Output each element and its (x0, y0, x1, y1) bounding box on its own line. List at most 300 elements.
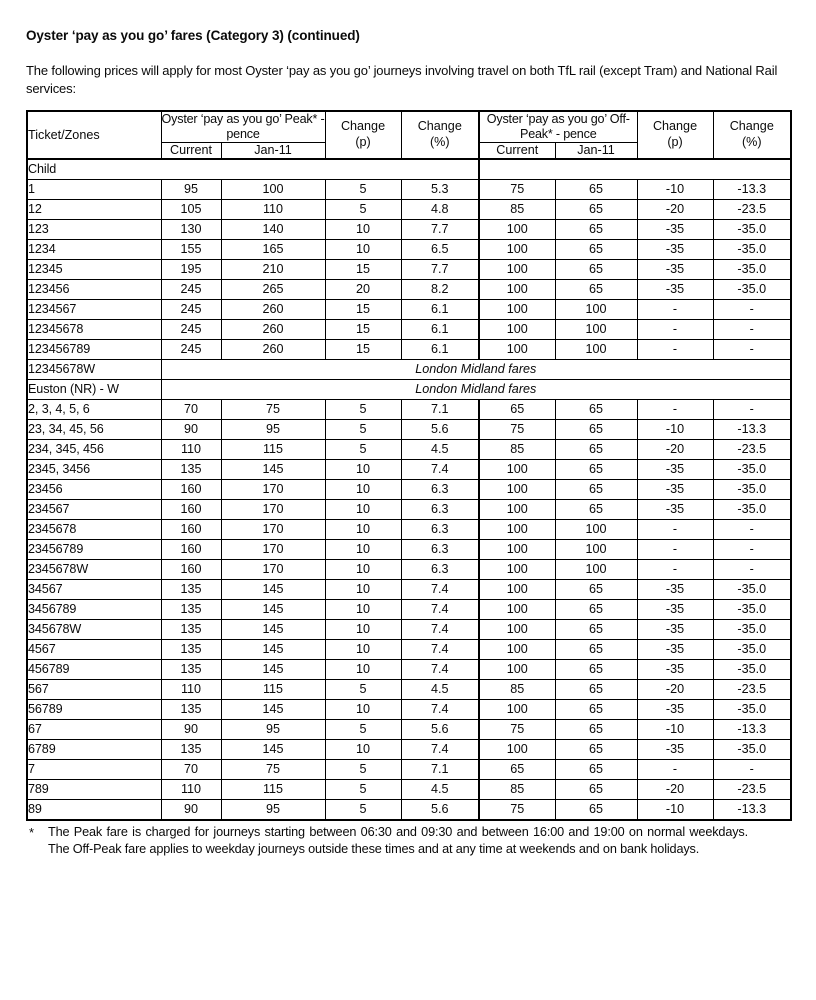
cell-peak-change-pct: 7.4 (401, 579, 479, 599)
cell-peak-current: 135 (161, 599, 221, 619)
cell-peak-change-p: 10 (325, 559, 401, 579)
cell-peak-change-pct: 6.3 (401, 479, 479, 499)
cell-offpeak-jan11: 100 (555, 319, 637, 339)
cell-peak-change-p: 5 (325, 759, 401, 779)
cell-peak-change-p: 5 (325, 799, 401, 820)
cell-peak-change-p: 5 (325, 779, 401, 799)
cell-offpeak-change-p: -20 (637, 679, 713, 699)
cell-peak-jan11: 265 (221, 279, 325, 299)
row-zone-label: 23456789 (27, 539, 161, 559)
table-row (27, 219, 791, 239)
cell-peak-jan11: 115 (221, 679, 325, 699)
cell-peak-change-p: 5 (325, 439, 401, 459)
table-row (27, 699, 791, 719)
cell-peak-change-p: 10 (325, 659, 401, 679)
cell-peak-current: 135 (161, 659, 221, 679)
cell-offpeak-current: 85 (479, 779, 555, 799)
cell-peak-change-pct: 7.4 (401, 639, 479, 659)
cell-offpeak-change-p: -20 (637, 779, 713, 799)
cell-offpeak-change-p: -10 (637, 719, 713, 739)
cell-offpeak-jan11: 65 (555, 459, 637, 479)
cell-offpeak-current: 100 (479, 459, 555, 479)
cell-offpeak-jan11: 65 (555, 799, 637, 820)
cell-offpeak-change-p: -35 (637, 239, 713, 259)
cell-peak-change-pct: 7.4 (401, 739, 479, 759)
table-row (27, 179, 791, 199)
row-zone-label: 456789 (27, 659, 161, 679)
cell-offpeak-change-pct: -35.0 (713, 479, 791, 499)
cell-peak-change-p: 10 (325, 579, 401, 599)
cell-offpeak-change-p: -35 (637, 739, 713, 759)
cell-offpeak-change-pct: - (713, 539, 791, 559)
cell-peak-current: 245 (161, 299, 221, 319)
cell-offpeak-change-p: -35 (637, 259, 713, 279)
header-ticket-zones: Ticket/Zones (27, 111, 161, 159)
footnote (26, 824, 790, 858)
cell-offpeak-current: 85 (479, 679, 555, 699)
cell-peak-change-pct: 6.3 (401, 539, 479, 559)
cell-peak-change-p: 15 (325, 299, 401, 319)
cell-offpeak-jan11: 65 (555, 439, 637, 459)
row-zone-label: 2345678 (27, 519, 161, 539)
cell-offpeak-change-p: - (637, 299, 713, 319)
cell-offpeak-current: 100 (479, 299, 555, 319)
header-peak-change-p (325, 111, 401, 159)
cell-offpeak-jan11: 65 (555, 579, 637, 599)
cell-offpeak-jan11: 65 (555, 179, 637, 199)
row-zone-label: 234, 345, 456 (27, 439, 161, 459)
cell-offpeak-change-pct: -35.0 (713, 279, 791, 299)
cell-peak-change-pct: 6.1 (401, 319, 479, 339)
cell-offpeak-jan11: 65 (555, 659, 637, 679)
cell-offpeak-current: 100 (479, 339, 555, 359)
cell-offpeak-change-p: - (637, 559, 713, 579)
table-row (27, 459, 791, 479)
cell-offpeak-jan11: 65 (555, 259, 637, 279)
cell-peak-jan11: 145 (221, 619, 325, 639)
table-row (27, 559, 791, 579)
cell-offpeak-change-p: -10 (637, 799, 713, 820)
cell-offpeak-change-p: -35 (637, 279, 713, 299)
cell-offpeak-jan11: 65 (555, 639, 637, 659)
cell-offpeak-jan11: 65 (555, 219, 637, 239)
table-row (27, 659, 791, 679)
cell-offpeak-change-pct: -35.0 (713, 599, 791, 619)
table-row (27, 319, 791, 339)
row-zone-label: 567 (27, 679, 161, 699)
header-peak-change-unit: (p) (355, 134, 371, 149)
cell-offpeak-jan11: 65 (555, 419, 637, 439)
cell-offpeak-change-pct: -23.5 (713, 679, 791, 699)
cell-peak-current: 160 (161, 539, 221, 559)
cell-offpeak-change-pct: -35.0 (713, 619, 791, 639)
table-row (27, 499, 791, 519)
table-row (27, 239, 791, 259)
cell-offpeak-jan11: 65 (555, 619, 637, 639)
cell-offpeak-jan11: 65 (555, 719, 637, 739)
cell-peak-current: 135 (161, 639, 221, 659)
cell-offpeak-jan11: 65 (555, 199, 637, 219)
cell-peak-change-p: 10 (325, 739, 401, 759)
cell-offpeak-current: 100 (479, 619, 555, 639)
cell-offpeak-jan11: 65 (555, 499, 637, 519)
table-row (27, 759, 791, 779)
cell-peak-current: 160 (161, 479, 221, 499)
cell-offpeak-current: 65 (479, 759, 555, 779)
cell-offpeak-change-pct: - (713, 399, 791, 419)
cell-peak-change-pct: 6.3 (401, 519, 479, 539)
cell-peak-jan11: 100 (221, 179, 325, 199)
cell-offpeak-current: 100 (479, 579, 555, 599)
cell-peak-change-pct: 4.8 (401, 199, 479, 219)
row-zone-label: 1234567 (27, 299, 161, 319)
table-row (27, 379, 791, 399)
cell-peak-current: 135 (161, 739, 221, 759)
cell-offpeak-jan11: 65 (555, 759, 637, 779)
row-zone-label: 1234 (27, 239, 161, 259)
cell-offpeak-current: 75 (479, 179, 555, 199)
cell-offpeak-jan11: 65 (555, 239, 637, 259)
cell-offpeak-change-pct: - (713, 319, 791, 339)
cell-peak-jan11: 145 (221, 659, 325, 679)
cell-offpeak-current: 100 (479, 519, 555, 539)
cell-offpeak-jan11: 100 (555, 339, 637, 359)
cell-offpeak-change-p: -35 (637, 499, 713, 519)
footnote-text: The Peak fare is charged for journeys starting between 06:30 and 09:30 and between 16:00 and 19:00 on normal weekdays. The Off-Peak fare applies to weekday journeys outside these times and at any time at weekends and on bank holidays. (48, 824, 748, 856)
cell-peak-jan11: 260 (221, 299, 325, 319)
header-offpeak-jan11: Jan-11 (555, 142, 637, 158)
row-zone-label: 789 (27, 779, 161, 799)
cell-peak-change-p: 5 (325, 399, 401, 419)
cell-peak-jan11: 170 (221, 519, 325, 539)
row-zone-label: 56789 (27, 699, 161, 719)
header-offpeak-change-pct (713, 111, 791, 159)
cell-offpeak-jan11: 65 (555, 699, 637, 719)
cell-peak-current: 195 (161, 259, 221, 279)
cell-offpeak-jan11: 65 (555, 599, 637, 619)
cell-offpeak-change-pct: - (713, 759, 791, 779)
cell-offpeak-change-p: - (637, 759, 713, 779)
cell-offpeak-change-p: - (637, 399, 713, 419)
row-zone-label: 345678W (27, 619, 161, 639)
cell-offpeak-change-pct: -35.0 (713, 459, 791, 479)
cell-peak-change-p: 10 (325, 599, 401, 619)
cell-peak-change-pct: 6.3 (401, 559, 479, 579)
page-title: Oyster ‘pay as you go’ fares (Category 3) (continued) (26, 28, 360, 43)
cell-peak-change-pct: 5.6 (401, 799, 479, 820)
cell-offpeak-change-pct: -35.0 (713, 259, 791, 279)
cell-peak-change-p: 20 (325, 279, 401, 299)
cell-offpeak-current: 100 (479, 499, 555, 519)
table-row (27, 359, 791, 379)
cell-peak-current: 90 (161, 719, 221, 739)
header-peak-current: Current (161, 142, 221, 158)
cell-peak-jan11: 170 (221, 499, 325, 519)
cell-offpeak-jan11: 65 (555, 479, 637, 499)
cell-peak-current: 110 (161, 679, 221, 699)
table-header (27, 111, 791, 159)
cell-offpeak-current: 75 (479, 419, 555, 439)
cell-peak-change-p: 10 (325, 499, 401, 519)
cell-offpeak-change-pct: -35.0 (713, 219, 791, 239)
cell-offpeak-change-p: -20 (637, 439, 713, 459)
cell-offpeak-change-p: - (637, 539, 713, 559)
row-zone-label: 2345, 3456 (27, 459, 161, 479)
row-zone-label: 234567 (27, 499, 161, 519)
table-row (27, 299, 791, 319)
table-row (27, 719, 791, 739)
cell-peak-jan11: 145 (221, 639, 325, 659)
cell-peak-change-pct: 6.1 (401, 299, 479, 319)
cell-peak-jan11: 95 (221, 419, 325, 439)
cell-offpeak-current: 100 (479, 239, 555, 259)
cell-peak-current: 160 (161, 559, 221, 579)
cell-offpeak-current: 85 (479, 439, 555, 459)
intro-paragraph: The following prices will apply for most Oyster ‘pay as you go’ journeys involving travel on both TfL rail (except Tram) and National Rail services: (26, 63, 778, 97)
row-zone-label: 4567 (27, 639, 161, 659)
table-row (27, 619, 791, 639)
cell-peak-change-p: 10 (325, 479, 401, 499)
cell-offpeak-current: 100 (479, 279, 555, 299)
section-row-child (27, 159, 791, 180)
cell-peak-change-pct: 7.1 (401, 399, 479, 419)
cell-peak-change-p: 5 (325, 179, 401, 199)
row-zone-label: 123456789 (27, 339, 161, 359)
row-zone-label: 6789 (27, 739, 161, 759)
cell-peak-current: 130 (161, 219, 221, 239)
table-row (27, 739, 791, 759)
cell-peak-current: 90 (161, 799, 221, 820)
header-peak-change-label: Change (340, 119, 386, 134)
cell-offpeak-current: 85 (479, 199, 555, 219)
cell-offpeak-change-pct: -35.0 (713, 659, 791, 679)
cell-offpeak-current: 75 (479, 719, 555, 739)
cell-peak-change-pct: 5.3 (401, 179, 479, 199)
cell-peak-change-pct: 6.1 (401, 339, 479, 359)
table-body (27, 159, 791, 820)
cell-offpeak-jan11: 100 (555, 519, 637, 539)
cell-offpeak-change-p: -10 (637, 419, 713, 439)
cell-peak-jan11: 170 (221, 479, 325, 499)
cell-peak-change-pct: 4.5 (401, 439, 479, 459)
row-zone-label: 34567 (27, 579, 161, 599)
cell-offpeak-current: 75 (479, 799, 555, 820)
cell-offpeak-current: 100 (479, 259, 555, 279)
cell-offpeak-jan11: 65 (555, 279, 637, 299)
cell-peak-current: 245 (161, 319, 221, 339)
section-label-child: Child (27, 159, 479, 180)
cell-offpeak-change-p: -35 (637, 699, 713, 719)
cell-peak-current: 155 (161, 239, 221, 259)
header-offpeak-change-p (637, 111, 713, 159)
row-midland-note: London Midland fares (161, 379, 791, 399)
table-row (27, 799, 791, 820)
row-zone-label: 7 (27, 759, 161, 779)
cell-peak-jan11: 145 (221, 699, 325, 719)
cell-offpeak-change-p: -35 (637, 479, 713, 499)
header-peak-jan11: Jan-11 (221, 142, 325, 158)
cell-offpeak-jan11: 100 (555, 299, 637, 319)
row-zone-label: 67 (27, 719, 161, 739)
cell-offpeak-current: 100 (479, 479, 555, 499)
header-peak-changepct-label: Change (417, 119, 462, 134)
cell-offpeak-current: 100 (479, 659, 555, 679)
table-row (27, 399, 791, 419)
cell-offpeak-jan11: 65 (555, 779, 637, 799)
cell-peak-current: 135 (161, 619, 221, 639)
cell-peak-current: 95 (161, 179, 221, 199)
cell-offpeak-current: 100 (479, 699, 555, 719)
table-row (27, 419, 791, 439)
cell-peak-change-pct: 7.4 (401, 599, 479, 619)
cell-peak-current: 110 (161, 779, 221, 799)
cell-offpeak-current: 100 (479, 639, 555, 659)
cell-peak-change-p: 5 (325, 719, 401, 739)
cell-peak-current: 245 (161, 339, 221, 359)
header-offpeak-change-label: Change (652, 119, 698, 134)
cell-offpeak-current: 100 (479, 559, 555, 579)
table-row (27, 639, 791, 659)
row-zone-label: 23456 (27, 479, 161, 499)
cell-offpeak-current: 100 (479, 319, 555, 339)
cell-peak-change-pct: 7.7 (401, 219, 479, 239)
row-zone-label: Euston (NR) - W (27, 379, 161, 399)
cell-peak-change-p: 15 (325, 319, 401, 339)
row-zone-label: 89 (27, 799, 161, 820)
cell-offpeak-change-pct: -23.5 (713, 779, 791, 799)
cell-peak-change-pct: 5.6 (401, 419, 479, 439)
cell-peak-change-pct: 4.5 (401, 779, 479, 799)
cell-peak-change-p: 10 (325, 239, 401, 259)
cell-offpeak-jan11: 65 (555, 399, 637, 419)
cell-peak-change-p: 15 (325, 259, 401, 279)
cell-peak-jan11: 95 (221, 719, 325, 739)
cell-offpeak-change-pct: -35.0 (713, 579, 791, 599)
cell-peak-change-p: 5 (325, 679, 401, 699)
cell-peak-jan11: 165 (221, 239, 325, 259)
section-row-filler (479, 159, 791, 180)
row-midland-note: London Midland fares (161, 359, 791, 379)
cell-peak-current: 135 (161, 579, 221, 599)
table-row (27, 339, 791, 359)
cell-peak-current: 90 (161, 419, 221, 439)
cell-offpeak-change-p: - (637, 339, 713, 359)
cell-peak-change-pct: 4.5 (401, 679, 479, 699)
header-peak-change-pct (401, 111, 479, 159)
cell-peak-change-p: 10 (325, 459, 401, 479)
cell-offpeak-current: 100 (479, 539, 555, 559)
table-row (27, 519, 791, 539)
cell-offpeak-change-p: -35 (637, 459, 713, 479)
header-peak-changepct-unit: (%) (429, 134, 450, 149)
header-row-groups (27, 111, 791, 142)
cell-offpeak-current: 100 (479, 599, 555, 619)
row-zone-label: 2345678W (27, 559, 161, 579)
cell-offpeak-change-pct: -23.5 (713, 199, 791, 219)
cell-offpeak-change-pct: - (713, 339, 791, 359)
cell-offpeak-change-p: -35 (637, 619, 713, 639)
cell-offpeak-change-pct: -35.0 (713, 739, 791, 759)
table-row (27, 779, 791, 799)
cell-peak-jan11: 115 (221, 439, 325, 459)
cell-offpeak-jan11: 65 (555, 679, 637, 699)
cell-peak-change-p: 10 (325, 699, 401, 719)
header-offpeak-changepct-label: Change (729, 119, 774, 134)
row-zone-label: 23, 34, 45, 56 (27, 419, 161, 439)
cell-peak-jan11: 145 (221, 599, 325, 619)
cell-peak-current: 110 (161, 439, 221, 459)
cell-peak-jan11: 170 (221, 539, 325, 559)
table-row (27, 439, 791, 459)
row-zone-label: 12345678 (27, 319, 161, 339)
header-peak-group: Oyster ‘pay as you go’ Peak* - pence (161, 112, 325, 141)
table-row (27, 679, 791, 699)
cell-peak-change-p: 10 (325, 639, 401, 659)
cell-offpeak-change-p: -35 (637, 639, 713, 659)
footnote-marker: * (29, 824, 34, 840)
cell-peak-change-p: 10 (325, 619, 401, 639)
cell-offpeak-change-p: -35 (637, 579, 713, 599)
cell-peak-current: 105 (161, 199, 221, 219)
cell-peak-change-pct: 7.7 (401, 259, 479, 279)
cell-offpeak-change-pct: -13.3 (713, 799, 791, 820)
cell-offpeak-change-pct: - (713, 559, 791, 579)
cell-peak-current: 160 (161, 499, 221, 519)
cell-peak-change-p: 5 (325, 419, 401, 439)
cell-offpeak-change-p: -35 (637, 599, 713, 619)
cell-peak-current: 70 (161, 399, 221, 419)
cell-peak-change-p: 10 (325, 519, 401, 539)
table-row (27, 259, 791, 279)
row-zone-label: 12 (27, 199, 161, 219)
cell-peak-jan11: 145 (221, 459, 325, 479)
cell-offpeak-current: 65 (479, 399, 555, 419)
table-row (27, 539, 791, 559)
cell-offpeak-change-pct: -23.5 (713, 439, 791, 459)
cell-offpeak-jan11: 100 (555, 539, 637, 559)
cell-offpeak-change-pct: -35.0 (713, 499, 791, 519)
header-offpeak-change-unit: (p) (667, 134, 683, 149)
cell-peak-current: 135 (161, 699, 221, 719)
cell-offpeak-jan11: 100 (555, 559, 637, 579)
header-offpeak-current: Current (479, 142, 555, 158)
cell-peak-change-p: 10 (325, 539, 401, 559)
cell-offpeak-change-p: -20 (637, 199, 713, 219)
cell-peak-current: 135 (161, 459, 221, 479)
header-offpeak-changepct-unit: (%) (741, 134, 762, 149)
cell-offpeak-change-pct: -13.3 (713, 179, 791, 199)
cell-peak-jan11: 260 (221, 319, 325, 339)
cell-peak-change-pct: 8.2 (401, 279, 479, 299)
row-zone-label: 1 (27, 179, 161, 199)
cell-peak-jan11: 170 (221, 559, 325, 579)
cell-offpeak-change-p: - (637, 319, 713, 339)
row-zone-label: 123 (27, 219, 161, 239)
table-row (27, 599, 791, 619)
cell-peak-change-pct: 5.6 (401, 719, 479, 739)
cell-offpeak-current: 100 (479, 739, 555, 759)
cell-offpeak-change-pct: - (713, 519, 791, 539)
cell-offpeak-jan11: 65 (555, 739, 637, 759)
row-zone-label: 12345678W (27, 359, 161, 379)
header-offpeak-group: Oyster ‘pay as you go’ Off-Peak* - pence (479, 111, 637, 142)
table-row (27, 279, 791, 299)
cell-peak-change-pct: 7.4 (401, 699, 479, 719)
cell-peak-jan11: 75 (221, 759, 325, 779)
cell-offpeak-change-pct: - (713, 299, 791, 319)
cell-offpeak-change-pct: -35.0 (713, 639, 791, 659)
row-zone-label: 12345 (27, 259, 161, 279)
